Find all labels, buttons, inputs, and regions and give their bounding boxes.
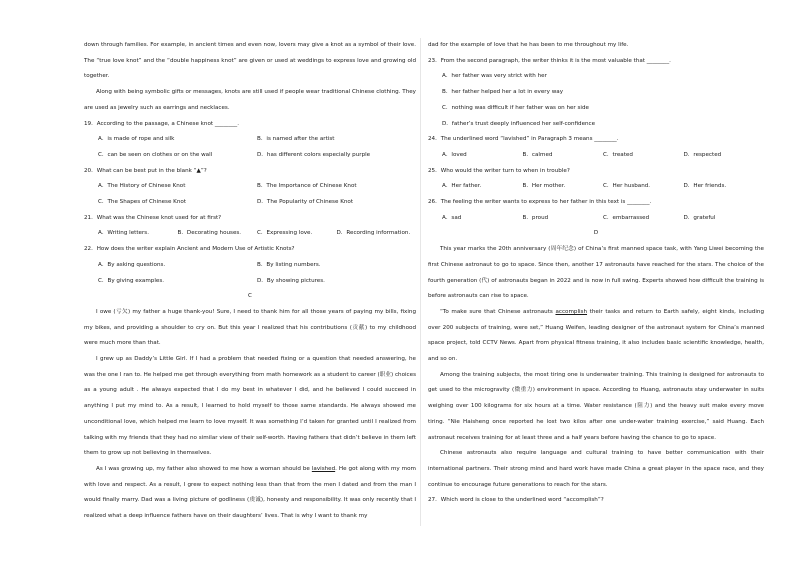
left-column	[84, 38, 416, 525]
question-stem: 25．Who would the writer turn to when in trouble?	[428, 167, 570, 174]
right-column	[428, 38, 764, 509]
option-c: C．The Shapes of Chinese Knot	[98, 199, 187, 206]
question-22	[84, 242, 416, 289]
option-a: A．The History of Chinese Knot	[98, 183, 186, 190]
option-d: D．grateful	[683, 214, 716, 221]
underlined-word: accomplish	[555, 308, 588, 315]
passage-c-paragraph: dad for the example of love that he has been to me throughout my life.	[428, 42, 629, 48]
option-b: B．Her mother.	[522, 183, 566, 190]
passage-b-paragraph: Along with being symbolic gifts or messages, knots are still used if people wear traditional Chinese clothing. They are used as jewelry such as earrings and necklaces.	[84, 89, 416, 111]
option-b: B．proud	[522, 214, 549, 221]
question-19	[84, 117, 416, 164]
option-c: C．Expressing love.	[257, 230, 313, 237]
question-26	[428, 195, 764, 226]
option-c: C．can be seen on clothes or on the wall	[98, 151, 213, 158]
option-b: B．The Importance of Chinese Knot	[257, 183, 357, 190]
passage-b-paragraph: down through families. For example, in ancient times and even now, lovers may give a knot as a symbol of their love. The “true love knot” and the “double happiness knot” are given or used at weddings to express love and growing old together.	[84, 42, 416, 80]
option-d: D．respected	[683, 151, 722, 158]
option-d: D．father’s trust deeply influenced her self-confidence	[442, 120, 596, 127]
underlined-word: lavished	[311, 465, 336, 472]
option-d: D．Her friends.	[683, 183, 727, 190]
option-a: A．By asking questions.	[98, 261, 166, 268]
column-divider	[420, 38, 421, 526]
option-c: C．embarrassed	[603, 214, 650, 221]
option-a: A．sad	[442, 214, 462, 221]
question-stem: 24．The underlined word “lavished” in Paragraph 3 means ________.	[428, 136, 619, 143]
question-stem: 22．How does the writer explain Ancient and Modern Use of Artistic Knots?	[84, 246, 295, 253]
question-25	[428, 164, 764, 195]
question-20	[84, 164, 416, 211]
passage-c-paragraph	[84, 462, 416, 525]
option-a: A．loved	[442, 151, 467, 158]
section-heading-d: D	[593, 230, 599, 237]
passage-d-paragraph: Among the training subjects, the most tiring one is underwater training. This training is designed for astronauts to get used to the microgravity (微重力) environment in space. According to Huang, astronauts stay underwater in suits weighing over 100 kilograms for six hours at a time. Water resistance (阻力) and the heavy suit make every move tiring. “Nie Haisheng once reported he lost two kilos after one under-water training exercise,” said Huang. Each astronaut receives training for at least three and a half years before having the chance to go to space.	[428, 371, 764, 441]
option-a: A．is made of rope and silk	[98, 136, 175, 143]
option-c: C．Her husband.	[603, 183, 651, 190]
paragraph-text: . He got along with my mom with love and respect. As a result, I grew to expect nothing less than that from the men I dated and from the man I would finally marry. Dad was a living picture of godliness (虔诚), honesty and responsibility. It was only recently that I realized what a deep influence fathers have on their daughters’ lives. That is why I want to thank my	[84, 465, 416, 520]
option-b: B．is named after the artist	[257, 136, 335, 143]
option-b: B．calmed	[522, 151, 553, 158]
option-b: B．Decorating houses.	[177, 230, 242, 237]
option-c: C．nothing was difficult if her father was on her side	[442, 104, 589, 111]
option-d: D．has different colors especially purple	[257, 151, 371, 158]
question-23	[428, 54, 764, 133]
question-24	[428, 132, 764, 163]
option-c: C．treated	[603, 151, 633, 158]
paragraph-text: their tasks and return to Earth safely, eight kinds, including over 200 subjects of training, were set,” Huang Weifen, leading designer of the astronaut system for China’s manned space project, told CCTV News. Apart from physical fitness training, it also includes basic scientific knowledge, health, and so on.	[428, 308, 765, 363]
section-heading-c: C	[248, 293, 252, 300]
option-d: D．Recording information.	[336, 230, 411, 237]
question-27-stem: 27．Which word is close to the underlined word “accomplish”?	[428, 497, 604, 504]
question-stem: 21．What was the Chinese knot used for at first?	[84, 214, 222, 221]
question-21	[84, 211, 416, 242]
option-d: D．The Popularity of Chinese Knot	[257, 199, 354, 206]
question-stem: 23．From the second paragraph, the writer thinks it is the most valuable that ________.	[428, 57, 671, 64]
passage-c-paragraph: I owe (亏欠) my father a huge thank-you! Sure, I need to thank him for all those years of paying my bills, fixing my bikes, and providing a shoulder to cry on. But this year I realized that his contributions (贡献) to my childhood were much more than that.	[84, 308, 416, 347]
option-a: A．her father was very strict with her	[442, 73, 547, 80]
passage-d-paragraph: This year marks the 20th anniversary (周年纪念) of China’s first manned space task, with Yang Liwei becoming the first Chinese astronaut to go to space. Since then, another 17 astronauts have reached for the stars. The choice of the fourth generation (代) of astronauts began in 2022 and is now in full swing. Experts showed how difficult the training is before astronauts can rise to space.	[428, 246, 764, 300]
passage-c-paragraph: I grew up as Daddy’s Little Girl. If I had a problem that needed fixing or a question that needed answering, he was the one I ran to. He helped me get through everything from math homework as a student to career (职业) choices as a young adult . He always expected that I do my best in whatever I did, and he believed I could succeed in anything I put my mind to. As a result, I learned to hold myself to those same standards. He always showed me unconditional love, which helped me learn to love myself. It was something I’d taken for granted until I realized from talking with my friends that they had no similar view of their self-worth. Having fathers that didn’t believe in them left them to grow up not believing in themselves.	[84, 356, 416, 457]
passage-d-paragraph	[428, 305, 764, 368]
question-stem: 19．According to the passage, a Chinese knot ________.	[84, 120, 239, 127]
paragraph-text: “To make sure that Chinese astronauts	[440, 308, 556, 315]
question-stem: 20．What can be best put in the blank “▲”?	[84, 167, 207, 174]
option-b: B．her father helped her a lot in every way	[442, 89, 564, 96]
option-d: D．By showing pictures.	[257, 277, 325, 284]
question-stem: 26．The feeling the writer wants to express to her father in this text is ________.	[428, 199, 652, 206]
option-a: A．Writing letters.	[98, 230, 149, 237]
paragraph-text: As I was growing up, my father also showed to me how a woman should be	[96, 465, 312, 472]
passage-d-paragraph: Chinese astronauts also require language and cultural training to have better communication with their international partners. Their strong mind and hard work have made China a great player in the space race, and they continue to encourage future generations to reach for the stars.	[428, 450, 764, 488]
option-a: A．Her father.	[442, 183, 482, 190]
option-c: C．By giving examples.	[98, 277, 165, 284]
option-b: B．By listing numbers.	[257, 261, 321, 268]
